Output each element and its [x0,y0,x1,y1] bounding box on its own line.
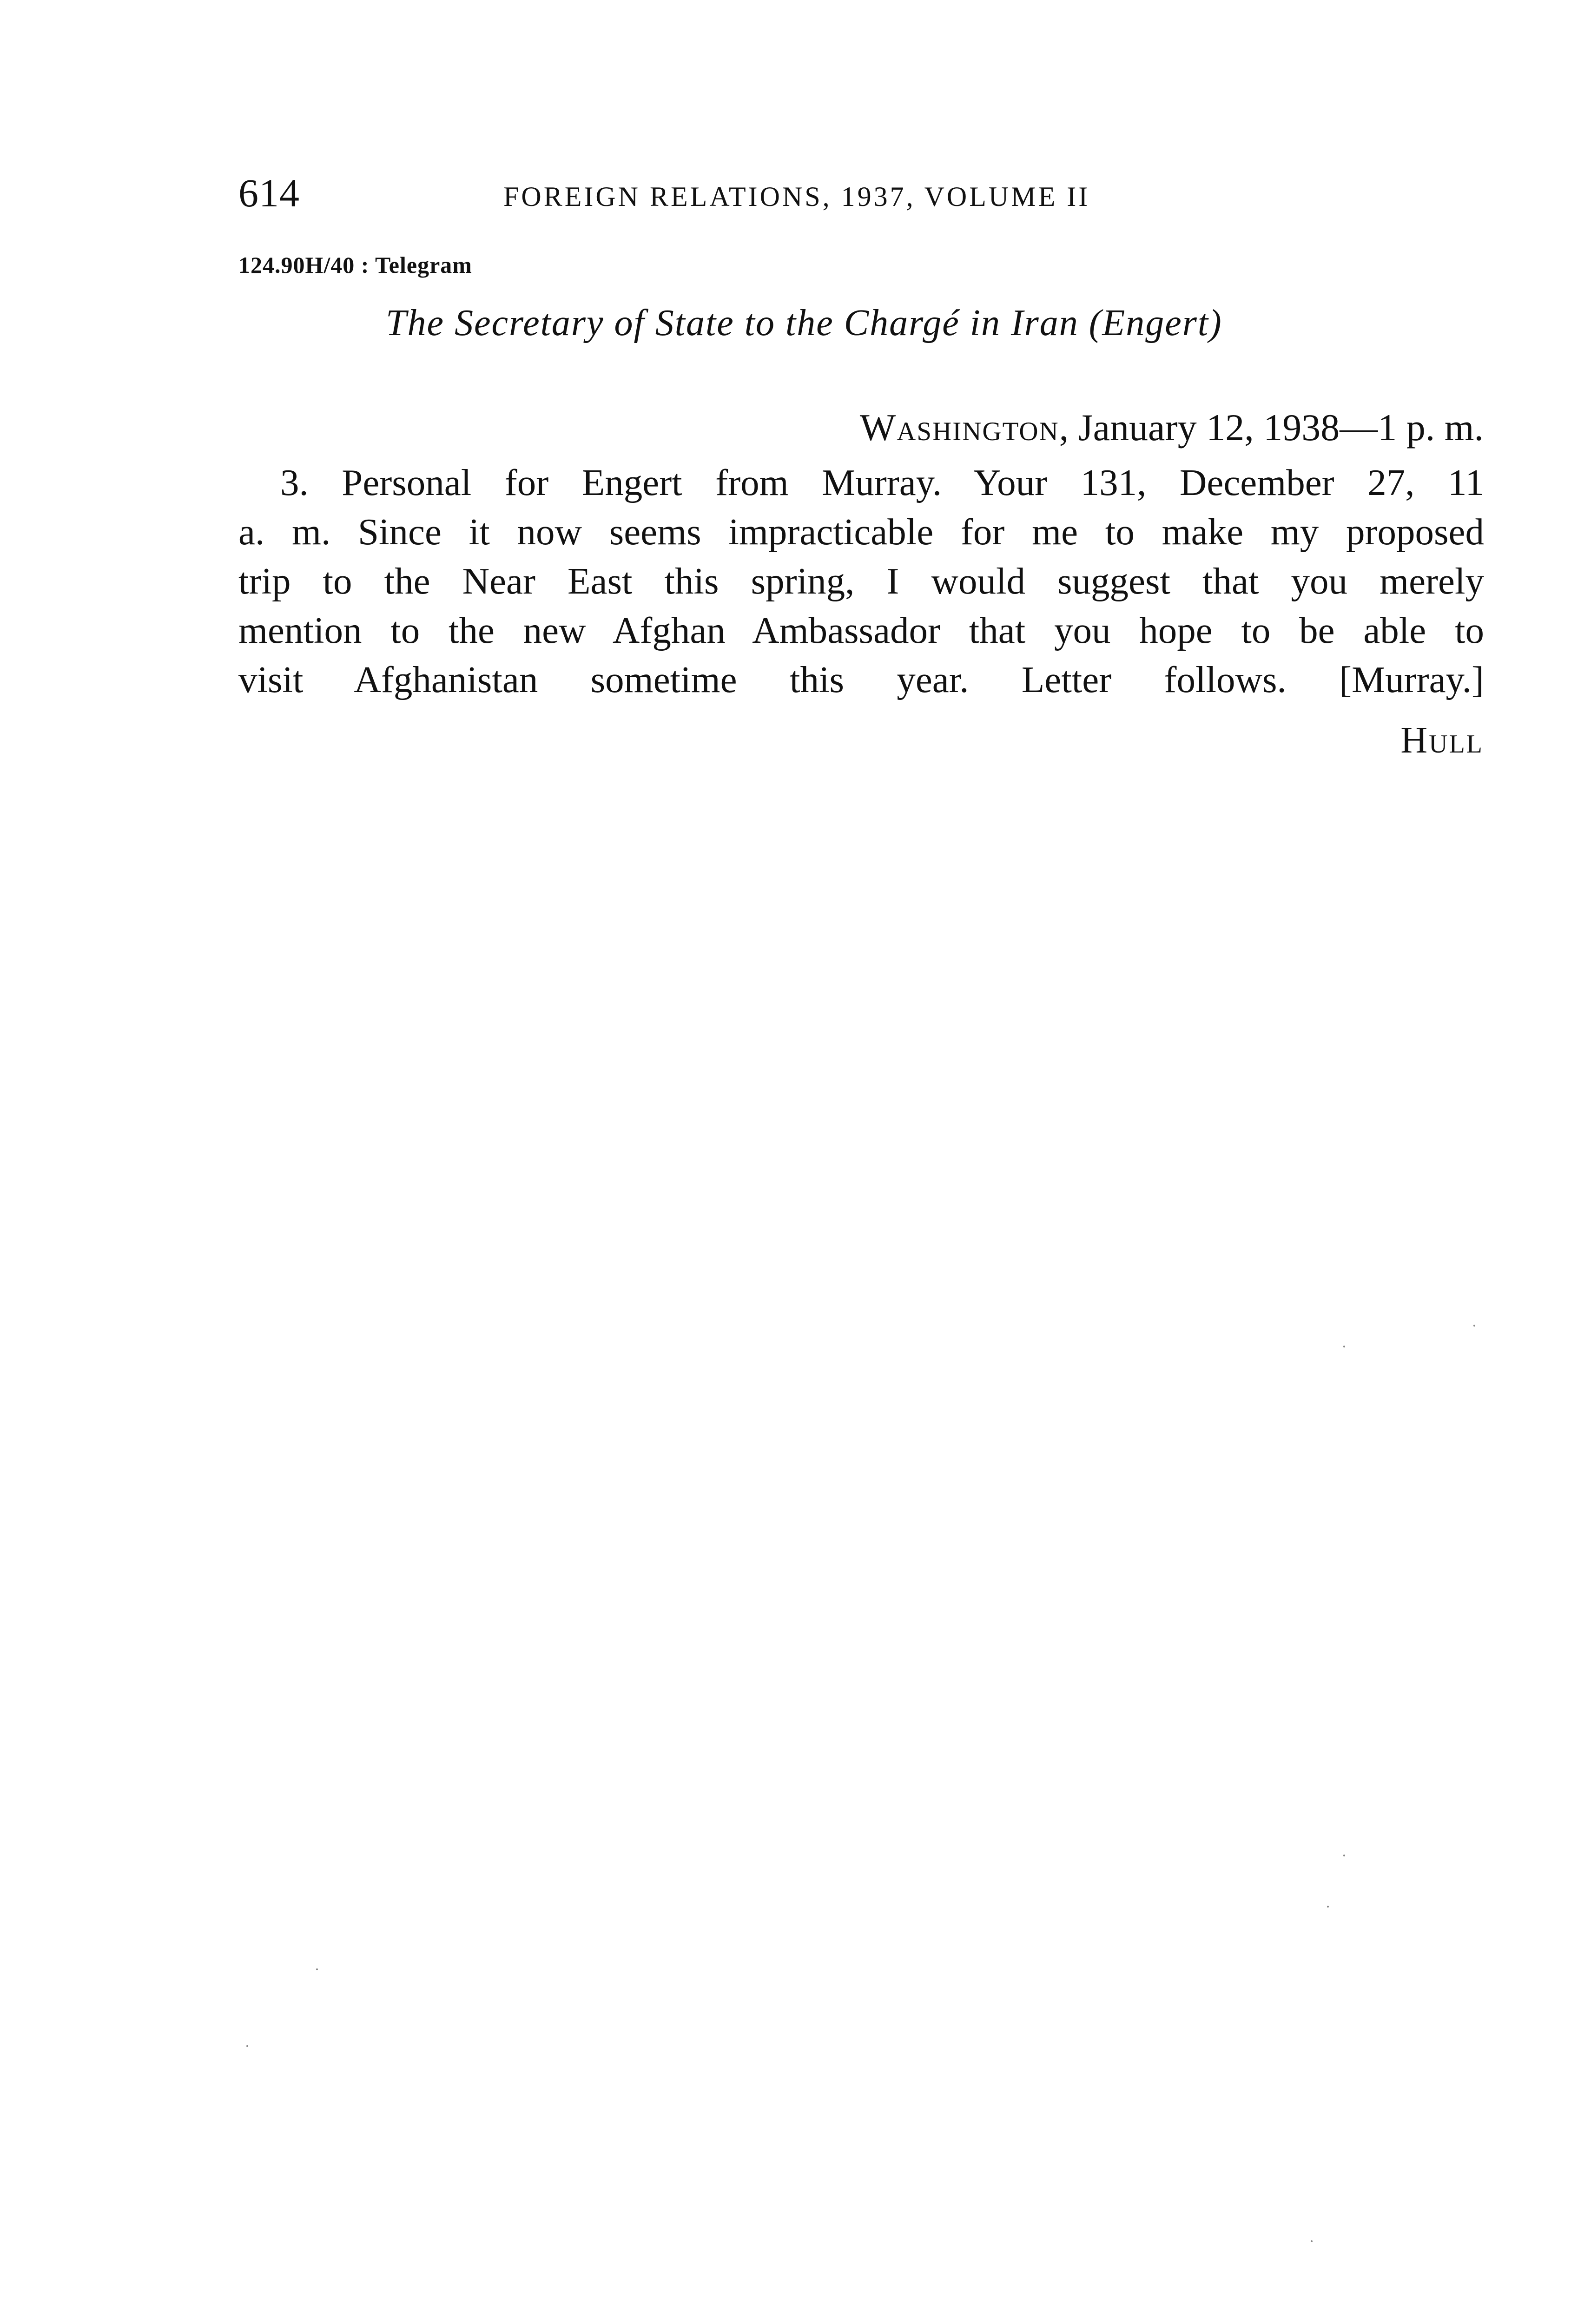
telegram-body [238,458,1484,704]
signature: Hull [1400,720,1484,761]
scan-speck [1473,1325,1475,1327]
scan-speck [1327,1906,1329,1908]
body-line: 3. Personal for Engert from Murray. Your 131, December 27, 11 [280,462,1484,503]
scan-speck [1311,2240,1313,2242]
scan-speck [1343,1855,1345,1856]
dateline-date: , January 12, 1938—1 p. m. [1059,406,1484,449]
file-reference: 124.90H/40 : Telegram [238,252,472,278]
body-line: trip to the Near East this spring, I would suggest that you merely [238,560,1484,602]
running-title: FOREIGN RELATIONS, 1937, VOLUME II [503,181,1090,212]
page-number: 614 [238,171,300,215]
dateline [860,402,1484,453]
scan-speck [1343,1346,1345,1347]
body-line: mention to the new Afghan Ambassador that you hope to be able to [238,609,1484,651]
dateline-place: Washington [859,406,1059,449]
scan-speck [316,1968,318,1970]
body-line: visit Afghanistan sometime this year. Letter follows. [Murray.] [238,659,1484,700]
document-title: The Secretary of State to the Chargé in Iran (Engert) [386,303,1222,343]
scan-speck [246,2045,248,2047]
running-head [238,170,1270,221]
body-line: a. m. Since it now seems impracticable for me to make my proposed [238,511,1484,553]
